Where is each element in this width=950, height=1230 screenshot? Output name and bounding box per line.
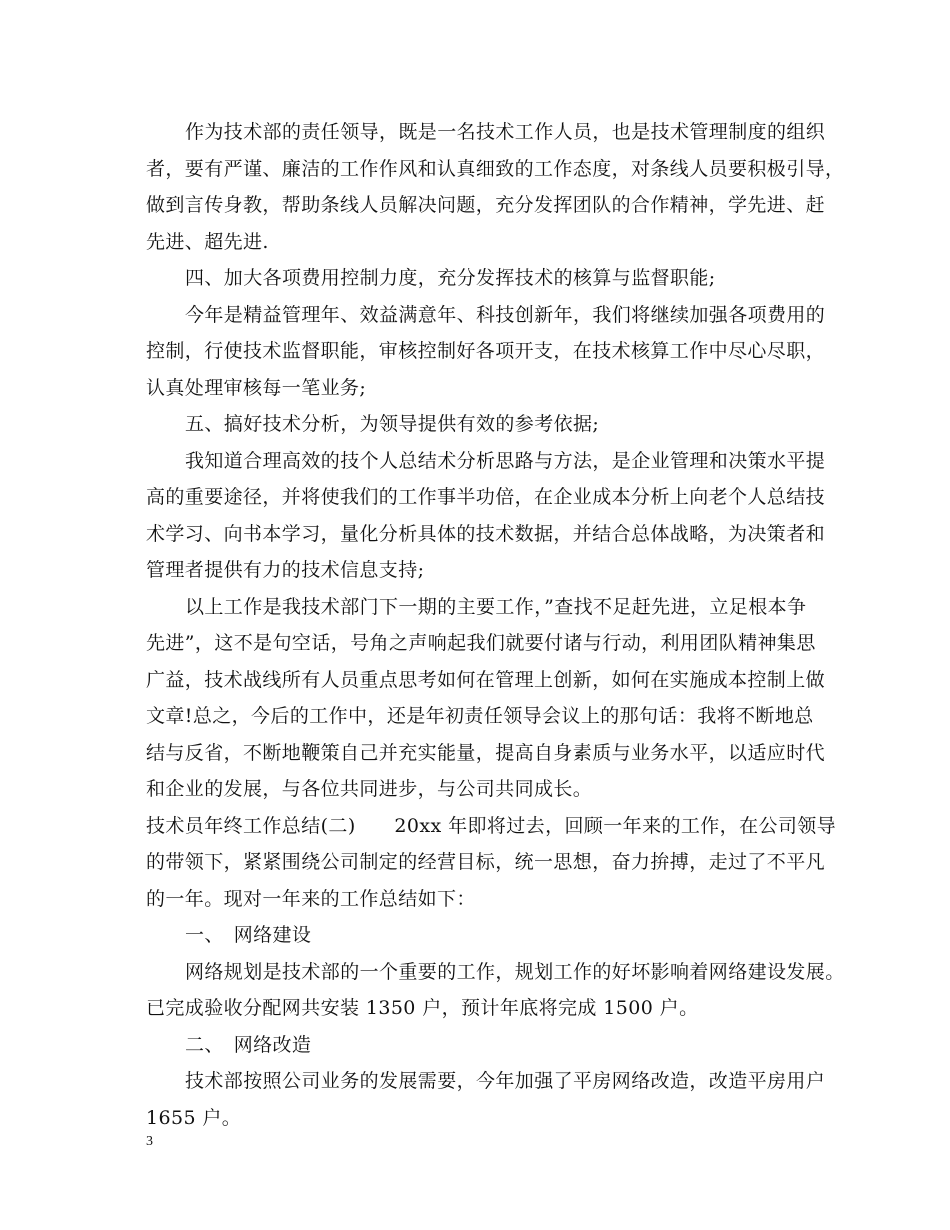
paragraph-line: 以上工作是我技术部门下一期的主要工作，”查找不足赶先进，立足根本争	[185, 596, 807, 618]
paragraph-line: 的一年。现对一年来的工作总结如下：	[146, 888, 476, 910]
paragraph-line: 技术部按照公司业务的发展需要，今年加强了平房网络改造，改造平房用户	[185, 1070, 826, 1092]
paragraph-line: 高的重要途径，并将使我们的工作事半功倍，在企业成本分析上向老个人总结技	[146, 486, 826, 508]
paragraph-line: 者，要有严谨、廉洁的工作作风和认真细致的工作态度，对条线人员要积极引导，	[146, 158, 845, 180]
paragraph-line: 做到言传身教，帮助条线人员解决问题，充分发挥团队的合作精神，学先进、赶	[146, 194, 826, 216]
section-heading: 五、搞好技术分析，为领导提供有效的参考依据;	[185, 413, 600, 435]
paragraph-line: 广益，技术战线所有人员重点思考如何在管理上创新，如何在实施成本控制上做	[146, 669, 826, 691]
paragraph-line: 已完成验收分配网共安装 1350 户，预计年底将完成 1500 户。	[146, 997, 699, 1019]
paragraph-line: 先进”，这不是句空话，号角之声响起我们就要付诸与行动，利用团队精神集思	[146, 632, 816, 654]
paragraph-line: 结与反省，不断地鞭策自己并充实能量，提高自身素质与业务水平，以适应时代	[146, 742, 826, 764]
paragraph-line: 今年是精益管理年、效益满意年、科技创新年，我们将继续加强各项费用的	[185, 304, 826, 326]
article-title-line: 技术员年终工作总结(二) 20xx 年即将过去，回顾一年来的工作，在公司领导	[146, 815, 837, 837]
section-heading: 二、 网络改造	[185, 1034, 312, 1056]
paragraph-line: 控制，行使技术监督职能，审核控制好各项开支，在技术核算工作中尽心尽职，	[146, 340, 826, 362]
paragraph-line: 术学习、向书本学习，量化分析具体的技术数据，并结合总体战略，为决策者和	[146, 523, 826, 545]
paragraph-line: 先进、超先进.	[146, 231, 269, 253]
page-number: 3	[146, 1134, 153, 1149]
paragraph-line: 1655 户。	[146, 1107, 242, 1129]
paragraph-line: 文章!总之，今后的工作中，还是年初责任领导会议上的那句话：我将不断地总	[146, 705, 814, 727]
section-heading: 一、 网络建设	[185, 924, 312, 946]
section-heading: 四、加大各项费用控制力度，充分发挥技术的核算与监督职能;	[185, 267, 716, 289]
paragraph-line: 作为技术部的责任领导，既是一名技术工作人员，也是技术管理制度的组织	[185, 121, 826, 143]
paragraph-line: 我知道合理高效的技个人总结术分析思路与方法，是企业管理和决策水平提	[185, 450, 826, 472]
paragraph-line: 和企业的发展，与各位共同进步，与公司共同成长。	[146, 778, 593, 800]
paragraph-line: 的带领下，紧紧围绕公司制定的经营目标，统一思想，奋力拚搏，走过了不平凡	[146, 851, 826, 873]
paragraph-line: 认真处理审核每一笔业务;	[146, 377, 367, 399]
paragraph-line: 管理者提供有力的技术信息支持;	[146, 559, 425, 581]
paragraph-line: 网络规划是技术部的一个重要的工作，规划工作的好坏影响着网络建设发展。	[185, 961, 845, 983]
